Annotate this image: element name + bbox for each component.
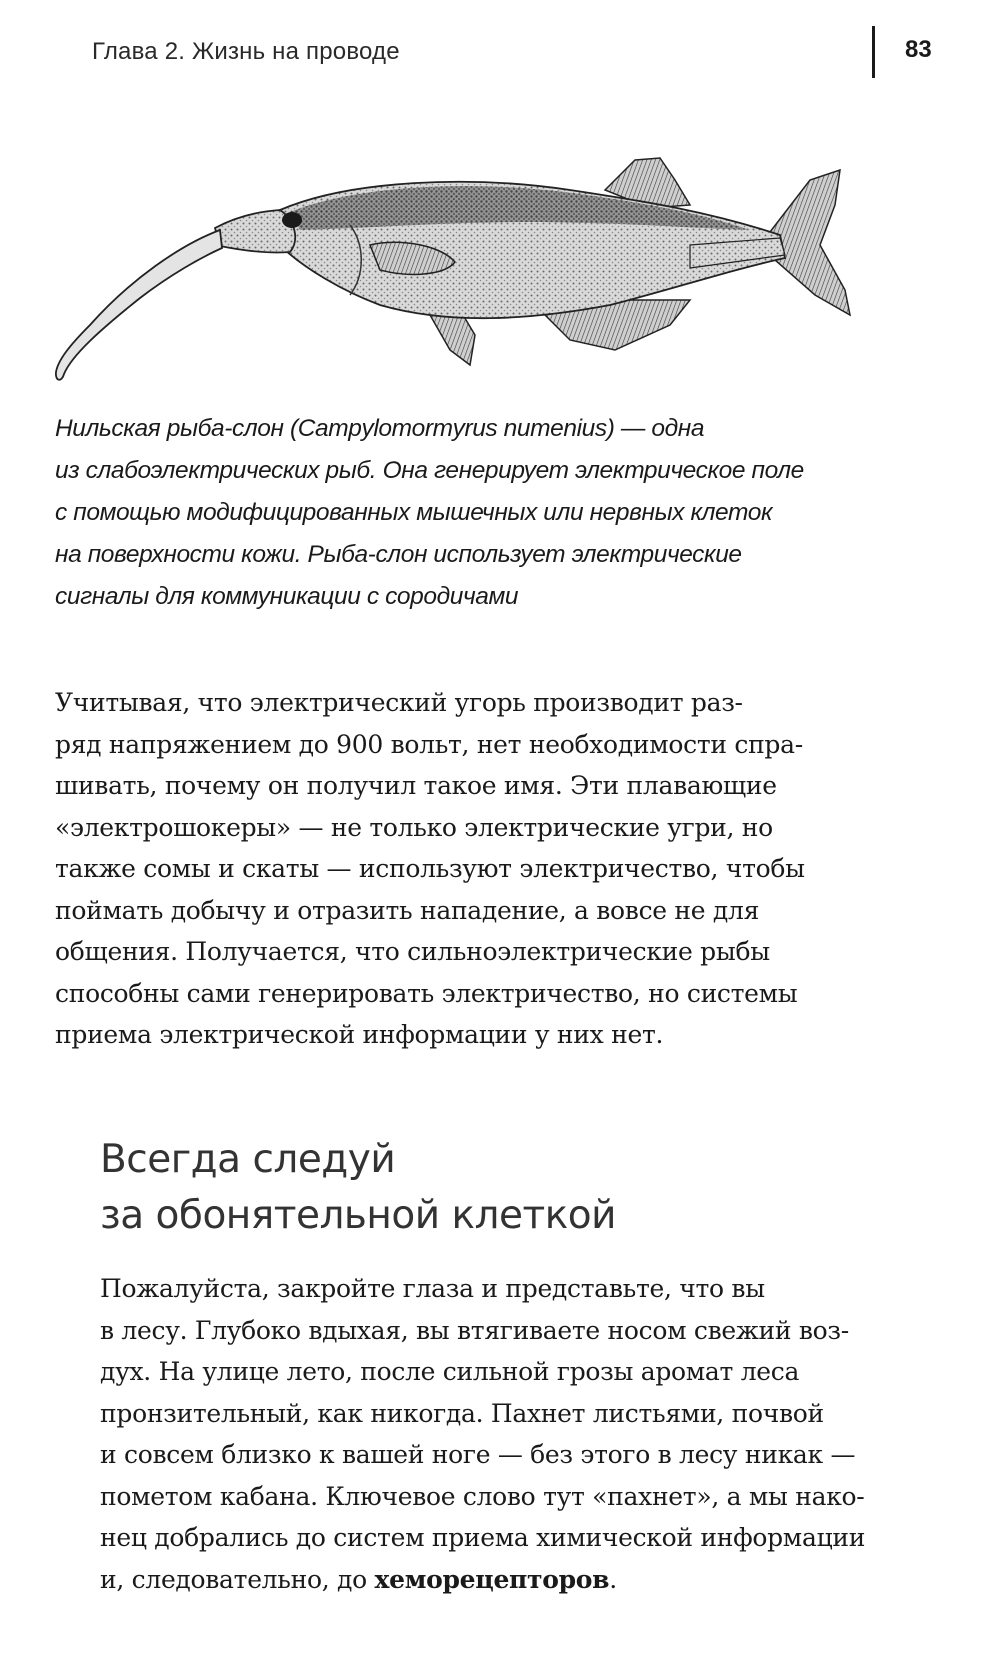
paragraph-text: Пожалуйста, закройте глаза и представьте, что вы в лесу. Глубоко вдыхая, вы втягиваете носом свежий воз- дух. На улице лето, после сильной грозы аромат леса пронзительный, как никогда. Пахнет листьями, почвой и совсем близко к вашей ноге — без этого в лесу никак — пометом кабана. Ключевое слово тут «пахнет», а мы нако- нец добрались до систем приема химической информации и, следовательно, до: [100, 1274, 866, 1594]
elephantnose-fish-illustration: [50, 150, 910, 390]
paragraph-end: .: [609, 1564, 617, 1594]
body-paragraph: [100, 1268, 905, 1600]
long-snout: [56, 230, 222, 380]
body-paragraph: Учитывая, что электрический угорь производит раз- ряд напряжением до 900 вольт, нет необходимости спра- шивать, почему он получил такое имя. Эти плавающие «электрошокеры» — не только электрические угри, но также сомы и скаты — используют электричество, чтобы поймать добычу и отразить нападение, а вовсе не для общения. Получается, что сильноэлектрические рыбы способны сами генерировать электричество, но системы приема электрической информации у них нет.: [55, 688, 805, 1049]
emphasized-term: хеморецепторов: [374, 1564, 610, 1594]
running-head-title: Глава 2. Жизнь на проводе: [92, 38, 400, 65]
fish-eye: [282, 212, 302, 228]
figure-caption: Нильская рыба-слон (Campylomormyrus numenius) — одна из слабоэлектрических рыб. Она генерирует электрическое поле с помощью модифицированных мышечных или нервных клеток на поверхности кожи. Рыба-слон использует электрические сигналы для коммуникации с сородичами: [55, 415, 804, 610]
header-divider: [872, 26, 875, 78]
page-number: 83: [905, 36, 932, 63]
section-heading: Всегда следуй за обонятельной клеткой: [100, 1137, 616, 1238]
